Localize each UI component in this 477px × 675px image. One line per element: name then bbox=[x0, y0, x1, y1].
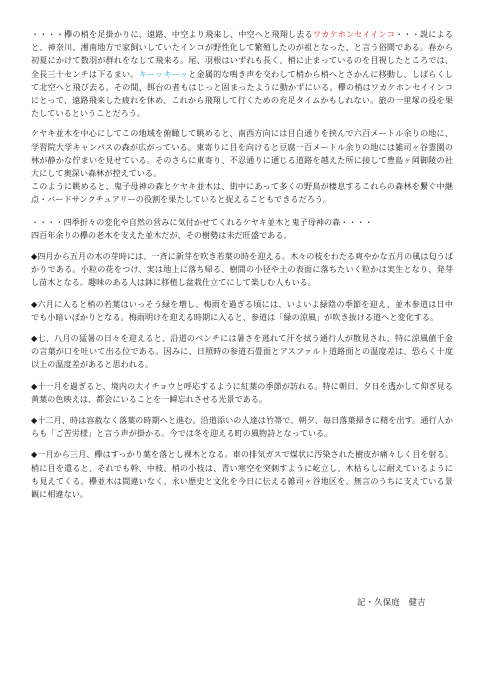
bullet-winter: ◆一月から三月、欅はすっかり葉を落とし裸木となる。車の排気ガスで煤状に汚染された樹皮が痛々しく目を射る。梢に目を遣ると、それでも幹、中枝、梢の小枝は、青い寒空を突刺すように屹立し、木枯らしに耐えているようにも見えてくる。欅並木は間違いなく、永い歴史と文化を今日に伝える雑司ヶ谷地区を、無言のうちに支えている景観に相違ない。 bbox=[31, 449, 453, 500]
bullet-june: ◆六月に入ると梢の若葉はいっそう緑を増し、梅雨を過ぎる頃には、いよいよ緑陰の季節を迎え、並木参道は日中でも小暗いばかりとなる。梅雨明けを迎える時期に入ると、参道は「緑の涼風」が吹き抜ける道へと変化する。 bbox=[31, 298, 453, 322]
bullet-summer: ◆七、八月の猛暑の日々を迎えると、沿道のベンチには暑さを逃れて汗を拭う通行人が散見され、特に涼風値千金の言葉が口を吐いて出る位である。因みに、日照時の参道石畳面とアスファルト道路面との温度差は、恐らく十度以上の温度差があると思われる。 bbox=[31, 333, 453, 370]
intro-paragraph-parakeet bbox=[31, 28, 453, 120]
intro-text-a: ・・・・欅の梢を足掛かりに、遠路、中空より飛来し、中空へと飛翔し去る bbox=[31, 29, 313, 39]
section-lead: 四百年余りの欅の老木を支えた並木だが、その樹勢は未だ旺盛である。 bbox=[31, 229, 292, 240]
parakeet-name-highlight: ワカケホンセイインコ bbox=[312, 29, 396, 39]
bullet-november: ◆十一月を過ぎると、境内の大イチョウと呼応するように紅葉の季節が訪れる。特に朝日、夕日を透かして仰ぎ見る黄葉の色映えは、都会にいることを一瞬忘れさせる光景である。 bbox=[31, 380, 453, 404]
intro-paragraph-sanctuary: このように眺めると、鬼子母神の森とケヤキ並木は、街中にあって多くの野鳥が棲息するこれらの森林を繋ぐ中継点・バードサンクチュアリーの役割を果たしていると捉えることもできるだろう。 bbox=[31, 181, 453, 205]
bullet-spring: ◆四月から五月の木の芽時には、一斉に新芽を吹き若葉の時を迎える。木々の枝をわたる爽やかな五月の風は匂うばかりである。小粒の花をつけ、実は地上に落ち帰る、樹間の小径や土の表面に落ちたいく粒かは実生となり、発芽し苗木となる。趣味のある人は鉢に移植し盆栽仕立てにして楽しむ人もいる。 bbox=[31, 251, 453, 288]
section-heading: ・・・・四季折々の変化や自然の営みに気付かせてくれるケヤキ並木と鬼子母神の森・・・・ bbox=[31, 216, 373, 227]
intro-paragraph-forests: ケヤキ並木を中心にしてこの地域を俯瞰して眺めると、南西方向には目白通りを挟んで六百メートル余りの地に、学習院大学キャンパスの森が広がっている。東寄りに目を向けると豆腐一百メートル余りの地には雑司ヶ谷霊園の林が静かな佇まいを見せている。そのさらに東寄り、不忍通りに通じる道路を越えた所に接して豊島ヶ岡御陵の社大にして奥深い森林が控えている。 bbox=[31, 128, 453, 179]
bird-call-highlight: キーッキーッ bbox=[138, 68, 189, 79]
intro-text-b: ・・・説によると、神奈川、湘南地方で家飼いしていたインコが野性化して繁殖したのが祖となった、と言う俗聞である。春から初夏にかけて数羽が群れをなして飛来る。尾、羽根はいずれも長く、梢に止まっているのを目視したところでは、全長三十センチは下るまい。 bbox=[31, 29, 453, 79]
intro-text-c: と金属的な鳴き声を交わして梢から梢へとさかんに移動し、しばらくして北空へと飛び去る。その間、餌台の者もはじっと固まったように動かずにいる。欅の梢はワカケホンセイインコにとって、遠路飛来した疲れを休め、これから飛翔して行くための充足タイムかもしれない。旅の一里塚の役を果たしているということだろう。 bbox=[31, 68, 454, 119]
bullet-december: ◆十二月、時は容赦なく落葉の時期へと進む。沿道添いの人達は竹箒で、朝夕、毎日落葉掃きに精を出す。通行人からも「ご苦労様」と言う声が掛かる。今では冬を迎える町の風物詩となっている。 bbox=[31, 415, 453, 439]
author-signature: 記・久保庭 健吉 bbox=[357, 597, 426, 607]
